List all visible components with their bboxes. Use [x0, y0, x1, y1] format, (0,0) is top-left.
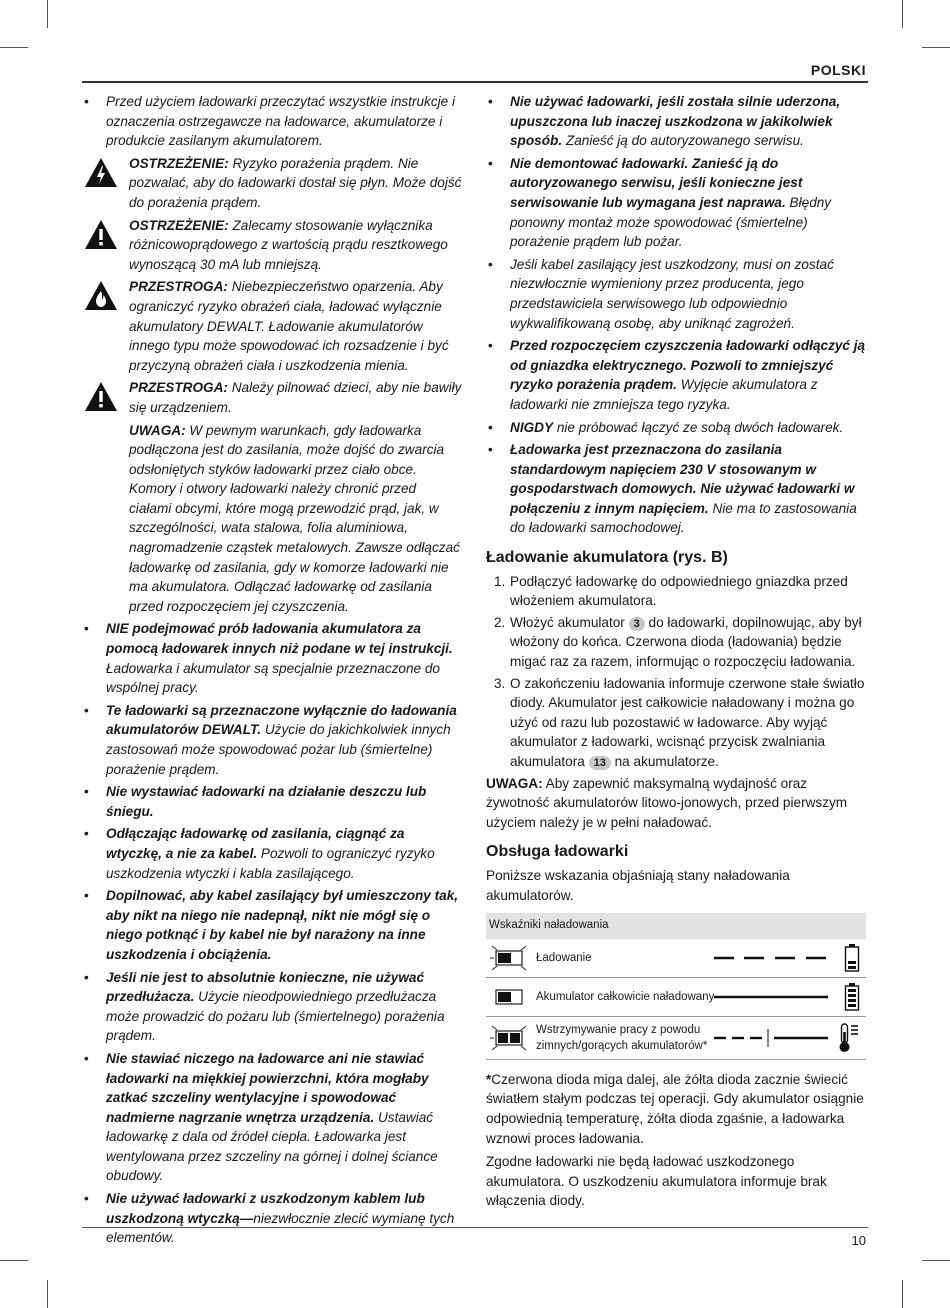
led-blinking-icon — [490, 941, 528, 975]
bullet-bold: Dopilnować, aby kabel zasilający był umieszczony tak, aby nikt na niego nie nadepnął, nikt nie mógł się o niego potknąć i by kabel nie był narażony na inne uszkodzenia i obciążenia. — [106, 888, 459, 962]
bullet-text: Pozwoli to ograniczyć ryzyko uszkodzenia wtyczki i kabla zasilającego. — [106, 845, 435, 881]
bullet-bold: Te ładowarki są przeznaczone wyłącznie do ładowania akumulatorów DEWALT. — [106, 702, 457, 738]
warning-text: Ryzyko porażenia prądem. Nie pozwalać, aby do ładowarki dostał się płyn. Może dojść do porażenia prądem. — [129, 155, 462, 210]
charging-step — [486, 572, 868, 611]
bullet-text: Użycie nieodpowiedniego przedłużacza może prowadzić do pożaru lub (śmiertelnego) porażenia prądem. — [106, 989, 445, 1044]
full-battery-icon — [844, 982, 860, 1012]
caution-burn — [82, 277, 462, 375]
step-text: Włożyć akumulator — [510, 614, 629, 630]
step-number: 2. — [494, 614, 506, 630]
led-hot-cold-icon — [490, 1021, 528, 1055]
bullet-text: Ładowarka i akumulator są specjalnie przeznaczone do wspólnej pracy. — [106, 660, 440, 696]
bullet-bold: Odłączając ładowarkę od zasilania, ciągnąć za wtyczkę, a nie za kabel. — [106, 826, 405, 861]
bullet-bold: Nie stawiać niczego na ładowarce ani nie stawiać ładowarki na miękkiej powierzchni, która mogłaby zatkać szczeliny wentylacyjne i spowodować nadmierne nagrzanie wnętrza urządzenia. — [106, 1050, 429, 1125]
bullet-bold: Nie używać ładowarki, jeśli została silnie uderzona, upuszczona lub inaczej uszkodzona w jakikolwiek sposób. — [510, 94, 841, 149]
bullet-text: Nie ma to zastosowania do ładowarki samochodowej. — [510, 500, 857, 536]
charging-note — [486, 774, 868, 833]
step-text: O zakończeniu ładowania informuje czerwone stałe światło diody. Akumulator jest całkowicie naładowany i można go użyć od razu lub pozostawić w ładowarce. Aby wyjąć akumulator z ładowarki, wcisnąć przycisk zwalniania akumulatora — [510, 675, 865, 769]
bullet-text: Jeśli kabel zasilający jest uszkodzony, musi on zostać niezwłocznie wymieniony przez producenta, jego przedstawiciela serwisowego lub odpowiednio wykwalifikowaną osobę, aby uniknąć zagrożeń. — [510, 256, 834, 331]
caution-label: PRZESTROGA: — [129, 279, 228, 295]
safety-bullet — [82, 1049, 462, 1186]
exclamation-warning-icon — [84, 219, 118, 250]
left-column — [82, 92, 462, 1251]
safety-bullet — [486, 255, 868, 333]
warning-rcd — [82, 216, 462, 275]
step-text: do ładowarki, dopilnowując, aby był włożony do końca. Czerwona dioda (ładowania) będzie migać raz za razem, informując o rozpoczęciu ładowania. — [510, 614, 862, 670]
warning-label: OSTRZEŻENIE: — [129, 217, 229, 233]
safety-bullet — [82, 701, 462, 779]
indicator-label: Ładowanie — [536, 951, 592, 964]
header-language: POLSKI — [810, 62, 866, 78]
indicator-label: Wstrzymywanie pracy z powodu zimnych/gorących akumulatorów* — [536, 1023, 708, 1052]
footnote — [486, 1070, 868, 1148]
charging-section-title: Ładowanie akumulatora (rys. B) — [486, 549, 728, 567]
closing-paragraph: Zgodne ładowarki nie będą ładować uszkodzonego akumulatora. O uszkodzeniu akumulatora informuje brak włączenia diody. — [486, 1154, 827, 1209]
safety-bullet — [82, 886, 462, 964]
bullet-text: niezwłocznie zlecić wymianę tych elementów. — [106, 1210, 455, 1246]
bullet-text: Błędny ponowny montaż może spowodować (śmiertelne) porażenie prądem lub pożar. — [510, 194, 832, 250]
bullet-bold: Nie używać ładowarki z uszkodzonym kablem lub uszkodzoną wtyczką— — [106, 1191, 425, 1226]
charging-step — [486, 613, 868, 672]
footnote-text: Czerwona dioda miga dalej, ale żółta dioda zacznie świecić światłem stałym podczas tej operacji. Gdy akumulator osiągnie odpowiednią temperaturę, żółta dioda zgaśnie, a ładowarka wznowi proces ładowania. — [486, 1071, 864, 1146]
electric-shock-warning-icon — [84, 157, 118, 188]
thermometer-icon — [838, 1022, 860, 1054]
step-text: Podłączyć ładowarkę do odpowiedniego gniazdka przed włożeniem akumulatora. — [510, 573, 848, 609]
crop-mark — [0, 1260, 28, 1261]
safety-bullet — [82, 782, 462, 821]
led-pattern-hot-cold — [712, 1017, 832, 1059]
bullet-bold: Jeśli nie jest to absolutnie konieczne, nie używać przedłużacza. — [106, 969, 425, 1005]
led-pattern-solid — [712, 978, 832, 1016]
safety-bullet — [486, 336, 868, 414]
footer-rule — [82, 1227, 868, 1228]
notice-label: UWAGA: — [129, 422, 186, 438]
step-number: 1. — [494, 573, 506, 589]
note-text: Aby zapewnić maksymalną wydajność oraz żywotność akumulatorów litowo-jonowych, przed pierwszym użyciem należy je w pełni naładować. — [486, 775, 848, 830]
caution-text: Należy pilnować dzieci, aby nie bawiły się urządzeniem. — [129, 380, 462, 415]
fire-warning-icon — [84, 280, 118, 311]
safety-bullet — [82, 968, 462, 1046]
operation-intro: Poniższe wskazania objaśniają stany naładowania akumulatorów. — [486, 867, 790, 903]
crop-mark — [902, 1280, 903, 1308]
safety-bullet — [82, 824, 462, 883]
table-row — [486, 939, 866, 978]
bullet-bold: Nie demontować ładowarki. Zanieść ją do autoryzowanego serwisu, jeśli konieczne jest serwisowanie lub wymagana jest naprawa. — [510, 155, 803, 210]
caution-text: Niebezpieczeństwo oparzenia. Aby ograniczyć ryzyko obrażeń ciała, ładować wyłącznie akumulatory DEWALT. Ładowanie akumulatorów innego typu może spowodować ich rozsadzenie i być przyczyną obrażeń ciała i uszkodzenia mienia. — [129, 279, 449, 373]
table-header: Wskaźniki naładowania — [486, 913, 866, 939]
figure-callout-badge: 13 — [589, 756, 611, 770]
crop-mark — [902, 0, 903, 28]
crop-mark — [922, 1260, 950, 1261]
bullet-text: Wyjęcie akumulatora z ładowarki nie zmniejsza tego ryzyka. — [510, 377, 818, 412]
warning-text: Zalecamy stosowanie wyłącznika różnicowoprądowego z wartością prądu resztkowego wynoszącą 30 mA lub mniejszą. — [129, 217, 448, 272]
bullet-text: Użycie do jakichkolwiek innych zastosowań może spowodować pożar lub (śmiertelne) porażenie prądem. — [106, 722, 451, 777]
safety-bullet — [486, 418, 868, 438]
warning-electric — [82, 154, 462, 213]
charging-step — [486, 674, 868, 772]
crop-mark — [0, 47, 28, 48]
operation-section-title: Obsługa ładowarki — [486, 843, 629, 861]
safety-bullet — [486, 440, 868, 538]
safety-bullet — [486, 92, 868, 151]
right-column — [486, 92, 868, 1215]
led-solid-icon — [490, 980, 528, 1014]
safety-bullet — [486, 154, 868, 252]
indicator-label: Akumulator całkowicie naładowany — [536, 990, 715, 1003]
bullet-bold: NIE podejmować prób ładowania akumulatora za pomocą ładowarek innych niż podane w tej instrukcji. — [106, 621, 453, 657]
bullet-bold: NIGDY — [510, 419, 554, 435]
crop-mark — [47, 1280, 48, 1308]
notice-short-circuit — [82, 421, 462, 617]
notice-text: W pewnym warunkach, gdy ładowarka podłączona jest do zasilania, może dojść do zwarcia odsłoniętych styków ładowarki przez ciało obce. Komory i otwory ładowarki należy chronić przed ciałami obcymi, które mogą przewodzić prąd, jak, w szczególności, wata stalowa, folia aluminiowa, nagromadzenie cząstek metalowych. Zawsze odłączać ładowarkę od zasilania, gdy w komorze ładowarki nie ma akumulatora. Odłączać ładowarkę od zasilania przed rozpoczęciem jej czyszczenia. — [129, 422, 460, 614]
led-pattern-blinking — [712, 939, 832, 977]
bullet-bold: Nie wystawiać ładowarki na działanie deszczu lub śniegu. — [106, 784, 427, 819]
step-number: 3. — [494, 675, 506, 691]
safety-bullet — [82, 619, 462, 697]
table-row — [486, 1017, 866, 1060]
bullet-text: Zanieść ją do autoryzowanego serwisu. — [562, 133, 804, 149]
footnote-mark: * — [486, 1071, 492, 1087]
exclamation-warning-icon — [84, 381, 118, 412]
charge-indicators-table — [486, 913, 866, 1060]
header-rule — [82, 81, 868, 83]
bullet-text: nie próbować łączyć ze sobą dwóch ładowarek. — [553, 419, 844, 435]
note-label: UWAGA: — [486, 775, 543, 791]
caution-label: PRZESTROGA: — [129, 380, 228, 396]
warning-label: OSTRZEŻENIE: — [129, 155, 229, 171]
charging-battery-icon — [844, 943, 860, 973]
crop-mark — [47, 0, 48, 28]
intro-bullet: • Przed użyciem ładowarki przeczytać wszystkie instrukcje i oznaczenia ostrzegawcze na ładowarce, akumulatorze i produkcie zasilanym akumulatorem. — [82, 92, 462, 151]
crop-mark — [922, 47, 950, 48]
figure-callout-badge: 3 — [629, 617, 645, 631]
page-number: 10 — [851, 1233, 866, 1248]
safety-bullet — [82, 1189, 462, 1248]
table-row — [486, 978, 866, 1017]
step-text: na akumulatorze. — [610, 754, 719, 769]
caution-children — [82, 378, 462, 417]
bullet-bold: Ładowarka jest przeznaczona do zasilania standardowym napięciem 230 V stosowanym w gospodarstwach domowych. Nie używać ładowarki w połączeniu z innym napięciem. — [510, 442, 855, 516]
bullet-text: Ustawiać ładowarkę z dala od źródeł ciepła. Ładowarka jest wentylowana przez szczeliny na górnej i dolnej ściance obudowy. — [106, 1109, 438, 1184]
bullet-bold: Przed rozpoczęciem czyszczenia ładowarki odłączyć ją od gniazdka elektrycznego. Pozwoli to zmniejszyć ryzyko porażenia prądem. — [510, 338, 866, 393]
